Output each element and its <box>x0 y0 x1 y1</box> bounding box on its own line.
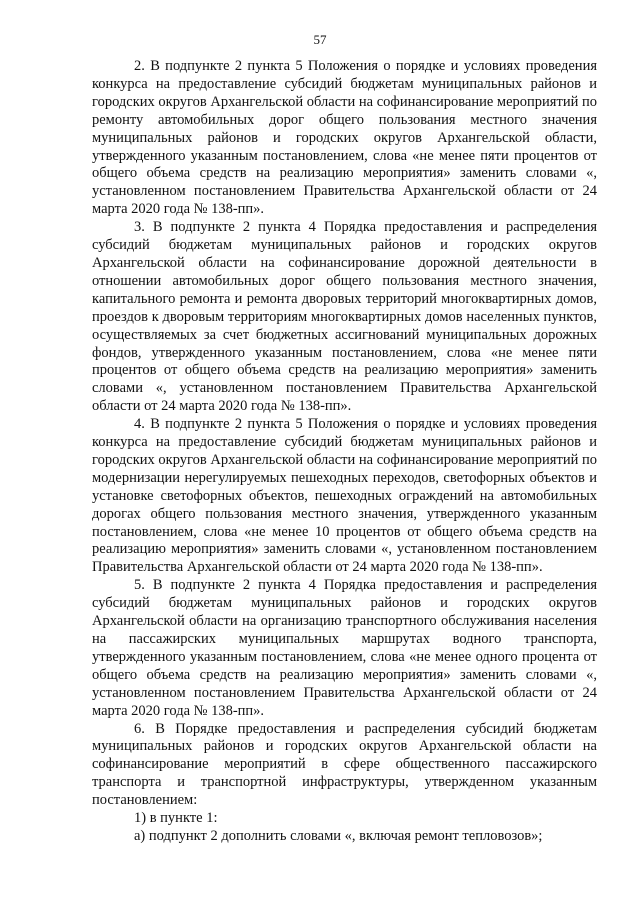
paragraph-5: 5. В подпункте 2 пункта 4 Порядка предоставления и распределения субсидий бюджетам муниципальных районов и городских округов Архангельской области на организацию транспортного обслуживания населения на пассажирских муниципальных маршрутах водного транспорта, утвержденного указанным постановлением, слова «не менее одного процента от общего объема средств на реализацию мероприятия» заменить словами «, установленном постановлением Правительства Архангельской области от 24 марта 2020 года № 138-пп». <box>92 577 597 719</box>
list-item-a: а) подпункт 2 дополнить словами «, включая ремонт тепловозов»; <box>134 827 543 844</box>
list-item-1: 1) в пункте 1: <box>134 810 218 827</box>
paragraph-4: 4. В подпункте 2 пункта 5 Положения о порядке и условиях проведения конкурса на предоставление субсидий бюджетам муниципальных районов и городских округов Архангельской области на софинансирование мероприятий по модернизации нерегулируемых пешеходных переходов, светофорных объектов и установке светофорных объектов, пешеходных ограждений на автомобильных дорогах общего пользования местного значения, утвержденного указанным постановлением, слова «не менее 10 процентов от общего объема средств на реализацию мероприятия» заменить словами «, установленном постановлением Правительства Архангельской области от 24 марта 2020 года № 138-пп». <box>92 416 597 576</box>
document-body <box>92 58 597 846</box>
paragraph-2: 2. В подпункте 2 пункта 5 Положения о порядке и условиях проведения конкурса на предоставление субсидий бюджетам муниципальных районов и городских округов Архангельской области на софинансирование мероприятий по ремонту автомобильных дорог общего пользования местного значения муниципальных районов и городских округов Архангельской области, утвержденного указанным постановлением, слова «не менее пяти процентов от общего объема средств на реализацию мероприятия» заменить словами «, установленном постановлением Правительства Архангельской области от 24 марта 2020 года № 138-пп». <box>92 58 597 218</box>
page-number: 57 <box>313 32 327 47</box>
paragraph-3: 3. В подпункте 2 пункта 4 Порядка предоставления и распределения субсидий бюджетам муниципальных районов и городских округов Архангельской области на софинансирование дорожной деятельности в отношении автомобильных дорог общего пользования местного значения, капитального ремонта и ремонта дворовых территорий многоквартирных домов, проездов к дворовым территориям многоквартирных домов населенных пунктов, осуществляемых за счет бюджетных ассигнований муниципальных дорожных фондов, утвержденного указанным постановлением, слова «не менее пяти процентов от общего объема средств на реализацию мероприятия» заменить словами «, установленном постановлением Правительства Архангельской области от 24 марта 2020 года № 138-пп». <box>92 219 597 415</box>
paragraph-6: 6. В Порядке предоставления и распределения субсидий бюджетам муниципальных районов и городских округов Архангельской области на софинансирование мероприятий в сфере общественного пассажирского транспорта и транспортной инфраструктуры, утвержденном указанным постановлением: <box>92 720 597 809</box>
